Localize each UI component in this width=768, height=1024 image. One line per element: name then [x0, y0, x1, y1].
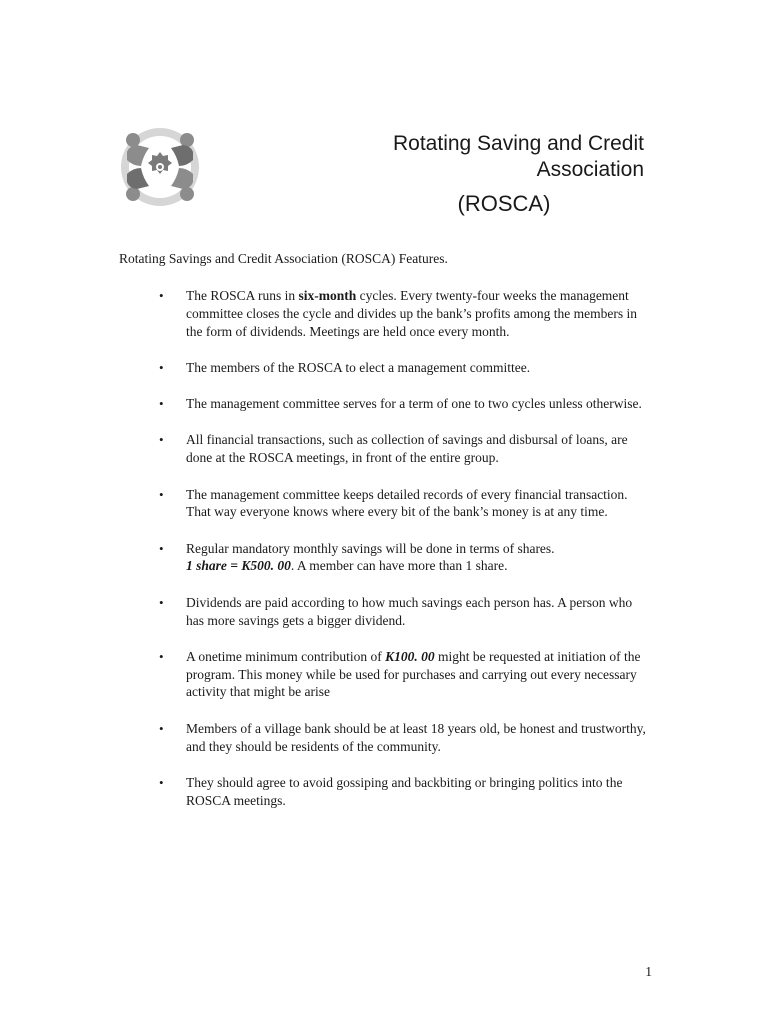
share-equation: 1 share = K500. 00	[186, 558, 291, 574]
list-item: • The ROSCA runs in six-month cycles. Every twenty-four weeks the management committee closes the cycle and divides up the bank’s profits among the members in the form of dividends. Meetings are held once every month.	[159, 288, 638, 339]
rosca-logo-icon	[119, 126, 201, 208]
bullet-icon: •	[159, 720, 164, 736]
list-item: • All financial transactions, such as collection of savings and disbursal of loans, are done at the ROSCA meetings, in front of the entire group.	[159, 432, 628, 466]
bullet-icon: •	[159, 540, 164, 556]
bullet-icon: •	[159, 432, 164, 448]
intro-paragraph: Rotating Savings and Credit Association (ROSCA) Features.	[119, 251, 448, 266]
list-item: • Dividends are paid according to how much savings each person has. A person who has more savings gets a bigger dividend.	[159, 594, 633, 628]
bullet-icon: •	[159, 288, 164, 303]
bullet-icon: •	[159, 486, 164, 502]
title-line-1: Rotating Saving and Credit	[393, 132, 644, 155]
contribution-amount: K100. 00	[385, 648, 435, 664]
list-item: • They should agree to avoid gossiping and backbiting or bringing politics into the ROSCA meetings.	[159, 774, 623, 808]
title-line-2: Association	[536, 158, 644, 181]
list-item: • The management committee keeps detailed records of every financial transaction. That way everyone knows where every bit of the bank’s money is at any time.	[159, 486, 628, 520]
bullet-icon: •	[159, 359, 164, 375]
title-line-3: (ROSCA)	[457, 191, 551, 216]
list-item: • Members of a village bank should be at least 18 years old, be honest and trustworthy, and they should be residents of the community.	[159, 720, 646, 754]
page-number: 1	[645, 964, 652, 979]
list-item: • A onetime minimum contribution of K100. 00 might be requested at initiation of the program. This money while be used for purchases and carrying out every necessary activity that might be arise	[159, 648, 641, 700]
bullet-icon: •	[159, 774, 164, 790]
bullet-icon: •	[159, 648, 164, 664]
list-item: • The management committee serves for a term of one to two cycles unless otherwise.	[159, 396, 642, 412]
list-item: • Regular mandatory monthly savings will be done in terms of shares. 1 share = K500. 00. A member can have more than 1 share.	[159, 540, 555, 574]
features-list	[159, 287, 649, 828]
bullet-icon: •	[159, 594, 164, 610]
document-title	[304, 131, 644, 217]
bullet-icon: •	[159, 396, 164, 412]
list-item: • The members of the ROSCA to elect a management committee.	[159, 359, 531, 375]
